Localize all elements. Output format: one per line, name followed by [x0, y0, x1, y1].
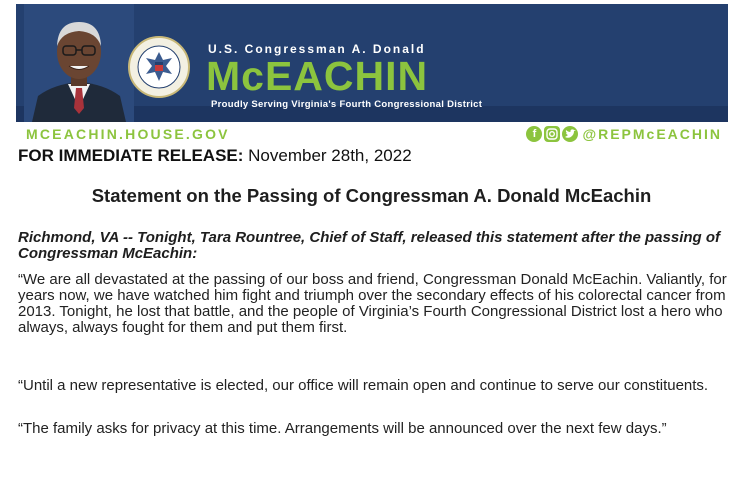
- release-line: [18, 146, 412, 166]
- statement-paragraph: “The family asks for privacy at this time. Arrangements will be announced over the next few days.”: [18, 420, 667, 437]
- release-label: FOR IMMEDIATE RELEASE:: [18, 146, 244, 165]
- house-seal-icon: [128, 36, 190, 98]
- statement-lead: Richmond, VA -- Tonight, Tara Rountree, Chief of Staff, released this statement after the passing of Congressman McEachin:: [18, 229, 721, 262]
- banner-subtitle: U.S. Congressman A. Donald: [208, 42, 426, 56]
- social-links: [526, 125, 722, 143]
- release-date: November 28th, 2022: [248, 146, 412, 165]
- banner-tagline: Proudly Serving Virginia's Fourth Congressional District: [211, 99, 483, 110]
- social-handle[interactable]: @REPMcEACHIN: [582, 126, 722, 142]
- facebook-icon[interactable]: f: [526, 126, 542, 142]
- statement-paragraph: “Until a new representative is elected, our office will remain open and continue to serve our constituents.: [18, 377, 709, 394]
- statement-paragraph: “We are all devastated at the passing of our boss and friend, Congressman Donald McEachin. Valiantly, for years now, we have watched him fight and triumph over the secondary effects of his colorectal cancer from 2013. Tonight, he lost that battle, and the people of Virginia’s Fourth Congressional District lost a hero who always, always fought for them and put them first.: [18, 271, 727, 336]
- twitter-icon[interactable]: [562, 126, 578, 142]
- website-link[interactable]: MCEACHIN.HOUSE.GOV: [26, 126, 230, 142]
- statement-headline: Statement on the Passing of Congressman A. Donald McEachin: [91, 185, 652, 206]
- header-banner: [16, 4, 728, 122]
- link-bar: [16, 123, 728, 145]
- instagram-icon[interactable]: [544, 126, 560, 142]
- congressman-portrait: [24, 4, 134, 122]
- banner-title: McEACHIN: [206, 53, 429, 99]
